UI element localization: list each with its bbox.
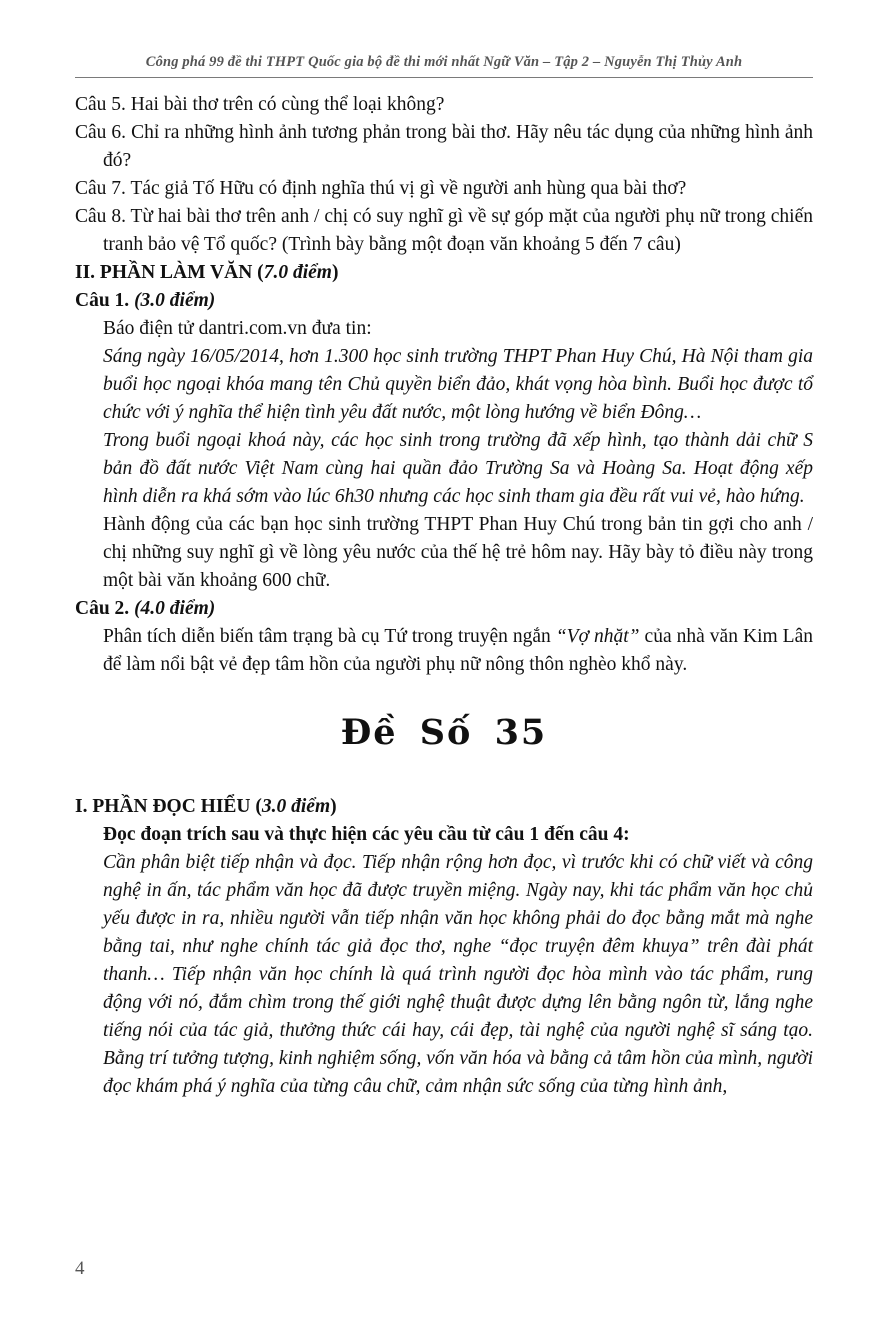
part2-heading-close: ) [331,262,339,283]
essay-question-1-prompt: Hành động của các bạn học sinh trường THPT Phan Huy Chú trong bản tin gợi cho anh / chị những suy nghĩ gì về lòng yêu nước của thế hệ trẻ hôm nay. Hãy bày tỏ điều này trong một bài văn khoảng 600 chữ. [103,514,813,591]
essay-question-1-heading [75,287,813,315]
question-text: Hai bài thơ trên có cùng thể loại không? [130,94,445,115]
page-number: 4 [75,1258,85,1279]
essay-question-1-points: (3.0 điểm) [134,290,216,311]
part1-heading [75,793,813,821]
header-rule [75,77,813,78]
question-5 [75,91,813,119]
part2-heading-text: II. PHẦN LÀM VĂN ( [75,262,264,283]
part1-heading-close: ) [330,796,337,817]
work-title: “Vợ nhặt” [555,626,640,647]
reading-passage: Cần phân biệt tiếp nhận và đọc. Tiếp nhận rộng hơn đọc, vì trước khi có chữ viết và công nghệ in ấn, tác phẩm văn học đã được truyền miệng. Ngày nay, khi tác phẩm văn học chủ yếu được in ra, nhiều người vẫn tiếp nhận văn học không phải do đọc bằng mắt mà nghe bằng tai, như nghe chính tác giả đọc thơ, nghe “đọc truyện đêm khuya” trên đài phát thanh… Tiếp nhận văn học chính là quá trình người đọc hòa mình vào tác phẩm, rung động với nó, đắm chìm trong thế giới nghệ thuật được dựng lên bằng ngôn từ, lắng nghe tiếng nói của tác giả, thưởng thức cái hay, cái đẹp, tài nghệ của người nghệ sĩ sáng tạo. Bằng trí tưởng tượng, kinh nghiệm sống, vốn văn hóa và bằng cả tâm hồn của mình, người đọc khám phá ý nghĩa của từng câu chữ, cảm nhận sức sống của từng hình ảnh, [103,852,813,1097]
essay-question-2-prompt [75,623,813,679]
question-text: Chỉ ra những hình ảnh tương phản trong bài thơ. Hãy nêu tác dụng của những hình ảnh đó? [103,122,814,171]
running-header: Công phá 99 đề thi THPT Quốc gia bộ đề thi mới nhất Ngữ Văn – Tập 2 – Nguyễn Thị Thủy Anh [145,54,743,70]
essay-question-2-points: (4.0 điểm) [134,598,216,619]
question-text: Từ hai bài thơ trên anh / chị có suy nghĩ gì về sự góp mặt của người phụ nữ trong chiến tranh bảo vệ Tổ quốc? (Trình bày bằng một đoạn văn khoảng 5 đến 7 câu) [103,206,814,255]
prompt-text: của nhà văn Kim Lân để làm nổi bật vẻ đẹp tâm hồn của người phụ nữ nông thôn nghèo khổ này. [103,626,813,675]
question-text: Tác giả Tố Hữu có định nghĩa thú vị gì về người anh hùng qua bài thơ? [130,178,687,199]
question-label: Câu 7. [75,178,126,199]
page-body [75,91,813,1101]
exam-title: Đề Số 35 [340,712,548,753]
news-quote-1: Sáng ngày 16/05/2014, hơn 1.300 học sinh trường THPT Phan Huy Chú, Hà Nội tham gia buổi học ngoại khóa mang tên Chủ quyền biển đảo, khát vọng hòa bình. Buổi học được tổ chức với ý nghĩa thể hiện tình yêu đất nước, một lòng hướng về biển Đông… [103,346,813,423]
part1-points: 3.0 điểm [261,796,331,817]
question-label: Câu 5. [75,94,126,115]
essay-question-2-label: Câu 2. [75,598,130,619]
question-label: Câu 6. [75,122,127,143]
question-6 [75,119,813,175]
part2-heading [75,259,813,287]
part1-heading-text: I. PHẦN ĐỌC HIỂU ( [75,796,262,817]
essay-question-1-label: Câu 1. [75,290,130,311]
essay-question-2-heading [75,595,813,623]
reading-instruction: Đọc đoạn trích sau và thực hiện các yêu cầu từ câu 1 đến câu 4: [103,824,630,845]
news-intro: Báo điện tử dantri.com.vn đưa tin: [103,318,372,339]
news-quote-2: Trong buổi ngoại khoá này, các học sinh trong trường đã xếp hình, tạo thành dải chữ S bản đồ đất nước Việt Nam cùng hai quần đảo Trường Sa và Hoàng Sa. Hoạt động xếp hình diễn ra khá sớm vào lúc 6h30 nhưng các học sinh tham gia đều rất vui vẻ, hào hứng. [103,430,813,507]
part2-points: 7.0 điểm [263,262,332,283]
question-label: Câu 8. [75,206,126,227]
question-8 [75,203,813,259]
question-7 [75,175,813,203]
prompt-text: Phân tích diễn biến tâm trạng bà cụ Tứ trong truyện ngắn [103,626,556,647]
